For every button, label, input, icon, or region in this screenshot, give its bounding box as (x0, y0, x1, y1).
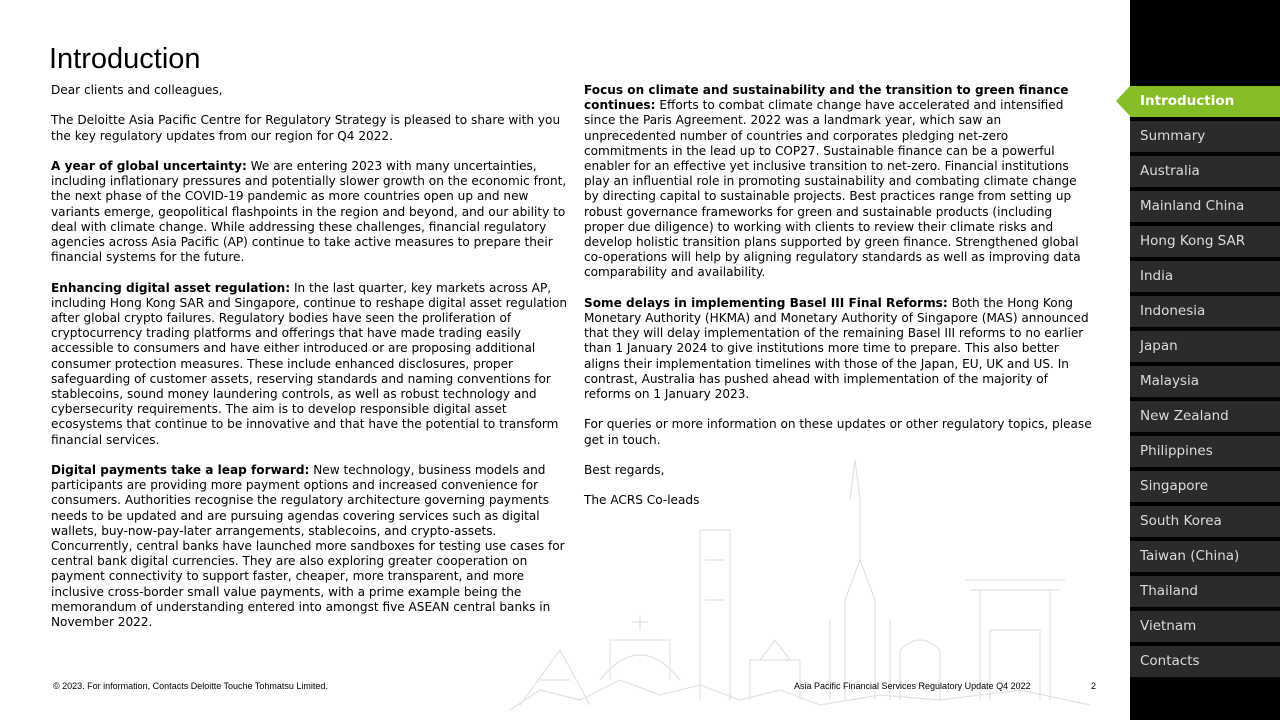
sidebar-nav (1130, 86, 1280, 681)
section-heading: Digital payments take a leap forward: (51, 463, 310, 478)
section-climate (584, 83, 1094, 281)
sidebar-item-indonesia[interactable]: Indonesia (1130, 296, 1280, 327)
sidebar-item-singapore[interactable]: Singapore (1130, 471, 1280, 502)
sidebar-item-introduction[interactable]: Introduction (1130, 86, 1280, 117)
sidebar-item-new-zealand[interactable]: New Zealand (1130, 401, 1280, 432)
sidebar-item-philippines[interactable]: Philippines (1130, 436, 1280, 467)
sidebar-item-japan[interactable]: Japan (1130, 331, 1280, 362)
sidebar-item-contacts[interactable]: Contacts (1130, 646, 1280, 677)
section-global-uncertainty (51, 159, 571, 265)
signoff: The ACRS Co-leads (584, 493, 700, 508)
section-heading: Enhancing digital asset regulation: (51, 280, 291, 295)
queries-paragraph: For queries or more information on these updates or other regulatory topics, please get in touch. (584, 417, 1092, 447)
footer-publication: Asia Pacific Financial Services Regulatory Update Q4 2022 (794, 681, 1031, 691)
greeting: Dear clients and colleagues, (51, 83, 223, 97)
footer-copyright: © 2023. For information, Contacts Deloitte Touche Tohmatsu Limited. (53, 681, 328, 691)
page-number: 2 (1091, 681, 1097, 691)
regards: Best regards, (584, 463, 665, 478)
section-body: We are entering 2023 with many uncertainties, including inflationary pressures and potentially slower growth on the economic front, the next phase of the COVID-19 pandemic as more countries open up and new variants emerge, geopolitical flashpoints in the region and beyond, and our ability to deal with climate change. While addressing these challenges, financial regulatory agencies across Asia Pacific (AP) continue to take active measures to prepare their financial systems for the future. (51, 158, 567, 265)
sidebar-item-malaysia[interactable]: Malaysia (1130, 366, 1280, 397)
sidebar-item-australia[interactable]: Australia (1130, 156, 1280, 187)
sidebar-item-mainland-china[interactable]: Mainland China (1130, 191, 1280, 222)
sidebar-item-india[interactable]: India (1130, 261, 1280, 292)
section-heading: A year of global uncertainty: (51, 158, 247, 173)
intro-paragraph: The Deloitte Asia Pacific Centre for Regulatory Strategy is pleased to share with you the key regulatory updates from our region for Q4 2022. (51, 113, 561, 143)
left-column (51, 83, 571, 645)
sidebar-item-summary[interactable]: Summary (1130, 121, 1280, 152)
right-column (584, 83, 1094, 524)
sidebar-item-south-korea[interactable]: South Korea (1130, 506, 1280, 537)
sidebar-item-taiwan-china[interactable]: Taiwan (China) (1130, 541, 1280, 572)
section-body: Efforts to combat climate change have accelerated and intensified since the Paris Agreement. 2022 was a landmark year, which saw an unprecedented number of countries and corporates pledging net-zero commitments in the lead up to COP27. Sustainable finance can be a powerful enabler for an effective yet inclusive transition to net-zero. Financial institutions play an influential role in promoting sustainability and combating climate change by directing capital to sustainable projects. Best practices range from setting up robust governance frameworks for green and sustainable products (including proper due diligence) to working with clients to review their climate risks and develop holistic transition plans supported by green finance. Strengthened global co-operations will help by aligning regulatory standards as well as improving data comparability and availability. (584, 98, 1081, 280)
section-basel (584, 296, 1094, 402)
section-digital-payments (51, 463, 571, 630)
sidebar-item-vietnam[interactable]: Vietnam (1130, 611, 1280, 642)
page-title: Introduction (49, 43, 201, 75)
sidebar-item-thailand[interactable]: Thailand (1130, 576, 1280, 607)
sidebar-item-hong-kong-sar[interactable]: Hong Kong SAR (1130, 226, 1280, 257)
section-digital-asset (51, 281, 571, 448)
section-body: In the last quarter, key markets across AP, including Hong Kong SAR and Singapore, continue to reshape digital asset regulation after global crypto failures. Regulatory bodies have seen the proliferation of cryptocurrency trading platforms and offerings that have made trading easily accessible to consumers and have either introduced or are proposing additional consumer protection measures. These include enhanced disclosures, proper safeguarding of customer assets, reserving standards and naming conventions for stablecoins, sound money laundering controls, as well as robust technology and cybersecurity requirements. The aim is to develop responsible digital asset ecosystems that continue to be innovative and that have the potential to transform financial services. (51, 280, 568, 447)
section-body: New technology, business models and participants are providing more payment options and increased convenience for consumers. Authorities recognise the regulatory architecture governing payments needs to be updated and are pursuing agendas covering services such as digital wallets, buy-now-pay-later arrangements, stablecoins, and crypto-assets. Concurrently, central banks have launched more sandboxes for testing use cases for central bank digital currencies. They are also exploring greater cooperation on payment connectivity to support faster, cheaper, more transparent, and more inclusive cross-border small value payments, with a prime example being the memorandum of understanding entered into amongst five ASEAN central banks in November 2022. (51, 463, 565, 630)
section-body: Both the Hong Kong Monetary Authority (HKMA) and Monetary Authority of Singapore (MAS) announced that they will delay implementation of the remaining Basel III reforms to no earlier than 1 January 2024 to give institutions more time to prepare. This also better aligns their implementation timelines with those of the Japan, EU, UK and US. In contrast, Australia has pushed ahead with implementation of the majority of reforms on 1 January 2023. (584, 295, 1089, 402)
section-heading: Focus on climate and sustainability and the transition to green finance continues: (584, 83, 1069, 113)
section-heading: Some delays in implementing Basel III Final Reforms: (584, 295, 948, 310)
